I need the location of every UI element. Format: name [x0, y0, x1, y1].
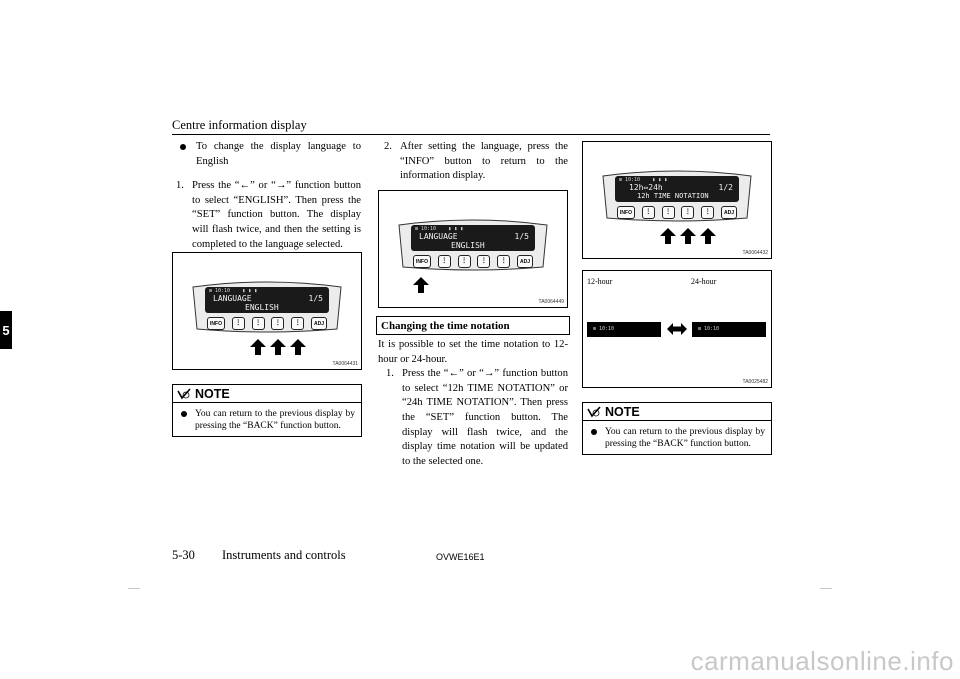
arrow-up-icon: [270, 339, 286, 355]
chapter-tab: 5: [0, 311, 12, 349]
function-button-1[interactable]: ⋮: [642, 206, 655, 219]
lcd-page-indicator: 1/5: [308, 294, 323, 303]
note-body: [583, 421, 771, 454]
function-button-2[interactable]: ⋮: [662, 206, 675, 219]
figure-code: TA0064449: [538, 299, 564, 305]
adj-button[interactable]: ADJ: [517, 255, 533, 268]
lcd-page-indicator: 1/5: [514, 232, 529, 241]
figure-code: TA0025482: [742, 379, 768, 385]
display-unit: [597, 168, 757, 226]
info-button[interactable]: INFO: [207, 317, 225, 330]
lcd-line-2: ENGLISH: [245, 303, 279, 312]
note-title: NOTE: [195, 386, 230, 401]
lcd-status-bar: ⊞ 10:10 ▮ ▮ ▮: [209, 288, 258, 294]
adj-button[interactable]: ADJ: [721, 206, 737, 219]
crop-mark: [820, 588, 832, 589]
function-button-1[interactable]: ⋮: [232, 317, 245, 330]
info-button[interactable]: INFO: [617, 206, 635, 219]
function-button-3[interactable]: ⋮: [477, 255, 490, 268]
lcd-line-1: LANGUAGE: [419, 232, 458, 241]
note-header: [173, 385, 361, 403]
lcd-24-hour: ⊞ 10:10: [692, 322, 766, 337]
watermark: carmanualsonline.info: [690, 646, 954, 676]
function-button-2[interactable]: ⋮: [458, 255, 471, 268]
bullet-item: [176, 140, 361, 169]
button-strip: [413, 255, 533, 268]
figure-language-display: [172, 252, 362, 370]
button-strip: [207, 317, 327, 330]
figure-code: TA0064431: [332, 361, 358, 367]
note-box: [582, 402, 772, 455]
info-button[interactable]: INFO: [413, 255, 431, 268]
step-number: 1.: [176, 180, 184, 192]
arrow-up-icon: [413, 277, 429, 293]
display-unit: [393, 217, 553, 275]
note-icon: [587, 406, 601, 418]
function-button-1[interactable]: ⋮: [438, 255, 451, 268]
arrow-up-icon: [700, 228, 716, 244]
header-title: Centre information display: [172, 118, 307, 132]
lcd-line-1: LANGUAGE: [213, 294, 252, 303]
arrow-up-icon: [680, 228, 696, 244]
arrow-up-icon: [660, 228, 676, 244]
button-strip: [617, 206, 737, 219]
document-code: OVWE16E1: [436, 552, 485, 562]
lcd-12-hour: ⊞ 10:10: [587, 322, 661, 337]
bullet-icon: [591, 429, 597, 435]
function-button-3[interactable]: ⋮: [681, 206, 694, 219]
double-arrow-icon: [667, 323, 687, 335]
figure-info-display: [378, 190, 568, 308]
note-box: [172, 384, 362, 437]
lcd-page-indicator: 1/2: [718, 183, 733, 192]
note-icon: [177, 388, 191, 400]
lcd-line-2: ENGLISH: [451, 241, 485, 250]
function-button-4[interactable]: ⋮: [497, 255, 510, 268]
step-item: [384, 140, 568, 184]
step-text: After setting the language, press the “INFO” button to return to the information display.: [400, 141, 568, 182]
left-text-block: [176, 140, 361, 252]
lcd-line-2: 12h TIME NOTATION: [637, 192, 709, 200]
step-number: 2.: [384, 141, 392, 152]
mid-step2: [384, 140, 568, 184]
lcd-line-1: 12h⇔24h: [629, 183, 663, 192]
lcd-status-bar: ⊞ 10:10 ▮ ▮ ▮: [619, 177, 668, 183]
footer-section: Instruments and controls: [222, 548, 346, 562]
step-number: 1.: [386, 368, 394, 380]
step-text: Press the “←” or “→” function button to select “12h TIME NOTATION” or “24h TIME NOTATION”. Then press the “SET” function button. The display will flash twice, and the display time notation will be updated to the selected one.: [402, 368, 568, 467]
crop-mark: [128, 588, 140, 589]
bullet-icon: [180, 144, 186, 150]
note-header: [583, 403, 771, 421]
arrow-up-icon: [290, 339, 306, 355]
page-number: 5-30: [172, 548, 195, 562]
function-button-2[interactable]: ⋮: [252, 317, 265, 330]
note-text: You can return to the previous display by pressing the “BACK” function button.: [605, 427, 765, 449]
function-button-3[interactable]: ⋮: [271, 317, 284, 330]
section-title: Changing the time notation: [376, 316, 570, 335]
note-text: You can return to the previous display by pressing the “BACK” function button.: [195, 409, 355, 431]
figure-time-notation-display: [582, 141, 772, 259]
label-12-hour: 12-hour: [587, 277, 613, 286]
lcd-screen: [411, 225, 535, 251]
step-text: Press the “←” or “→” function button to select “ENGLISH”. Then press the “SET” function button. The display will flash twice, and then the setting is completed to the language selected.: [192, 180, 361, 250]
step-item: [176, 179, 361, 252]
bullet-icon: [181, 411, 187, 417]
note-item: [589, 426, 765, 450]
function-button-4[interactable]: ⋮: [701, 206, 714, 219]
step-item: [378, 367, 568, 469]
note-item: [179, 408, 355, 432]
figure-time-format-comparison: [582, 270, 772, 388]
lcd-screen: [615, 176, 739, 202]
figure-code: TA0064432: [742, 250, 768, 256]
note-title: NOTE: [605, 404, 640, 419]
arrow-up-icon: [250, 339, 266, 355]
bullet-text: To change the display language to English: [196, 141, 361, 167]
header-rule: [172, 134, 770, 135]
adj-button[interactable]: ADJ: [311, 317, 327, 330]
note-body: [173, 403, 361, 436]
label-24-hour: 24-hour: [691, 277, 717, 286]
mid-text-block: [378, 338, 568, 469]
function-button-4[interactable]: ⋮: [291, 317, 304, 330]
display-unit: [187, 279, 347, 337]
lcd-screen: [205, 287, 329, 313]
intro-text: It is possible to set the time notation to 12-hour or 24-hour.: [378, 339, 568, 365]
lcd-status-bar: ⊞ 10:10 ▮ ▮ ▮: [415, 226, 464, 232]
